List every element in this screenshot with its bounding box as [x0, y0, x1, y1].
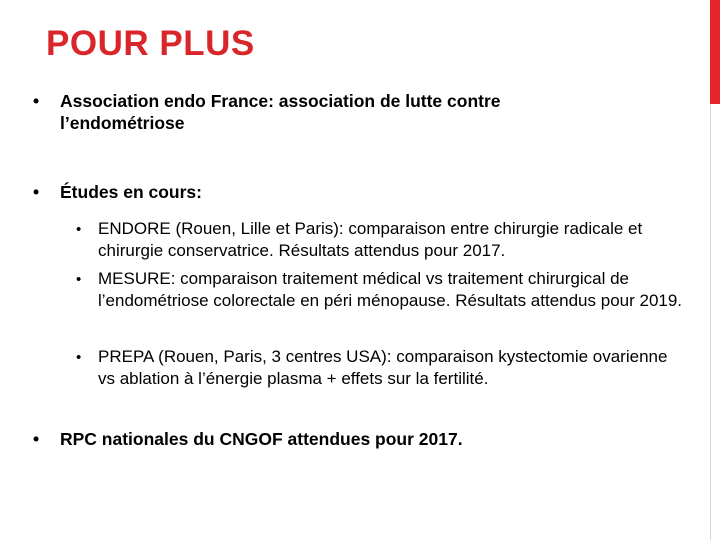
sub-bullet-dot: •: [76, 349, 82, 366]
sub-bullet-text: ENDORE (Rouen, Lille et Paris): comparaison entre chirurgie radicale et chirurgie conservatrice. Résultats attendus pour 2017.: [98, 219, 643, 260]
sub-bullet-text: MESURE: comparaison traitement médical vs traitement chirurgical de l’endométriose colorectale en péri ménopause. Résultats attendus pour 2019.: [98, 269, 683, 310]
bullet-dot: •: [33, 429, 40, 449]
bullet-dot: •: [33, 91, 40, 111]
bullet-item-association: [33, 90, 593, 134]
bullet-text: RPC nationales du CNGOF attendues pour 2017.: [60, 429, 463, 449]
bullet-text: Association endo France: association de lutte contre l’endométriose: [60, 91, 501, 133]
right-divider: [710, 104, 711, 540]
bullet-dot: •: [33, 182, 40, 202]
slide-title: POUR PLUS: [46, 24, 255, 63]
sub-bullet-prepa: [76, 346, 686, 390]
bullet-text: Études en cours:: [60, 182, 202, 202]
bullet-item-rpc: [33, 428, 673, 450]
sub-bullet-endore: [76, 218, 686, 262]
sub-bullet-text: PREPA (Rouen, Paris, 3 centres USA): comparaison kystectomie ovarienne vs ablation à l’énergie plasma + effets sur la fertilité.: [98, 347, 668, 388]
sub-bullet-dot: •: [76, 271, 82, 288]
sub-bullet-dot: •: [76, 221, 82, 238]
sub-bullet-mesure: [76, 268, 686, 312]
accent-bar: [710, 0, 720, 104]
bullet-item-etudes: [33, 181, 673, 203]
